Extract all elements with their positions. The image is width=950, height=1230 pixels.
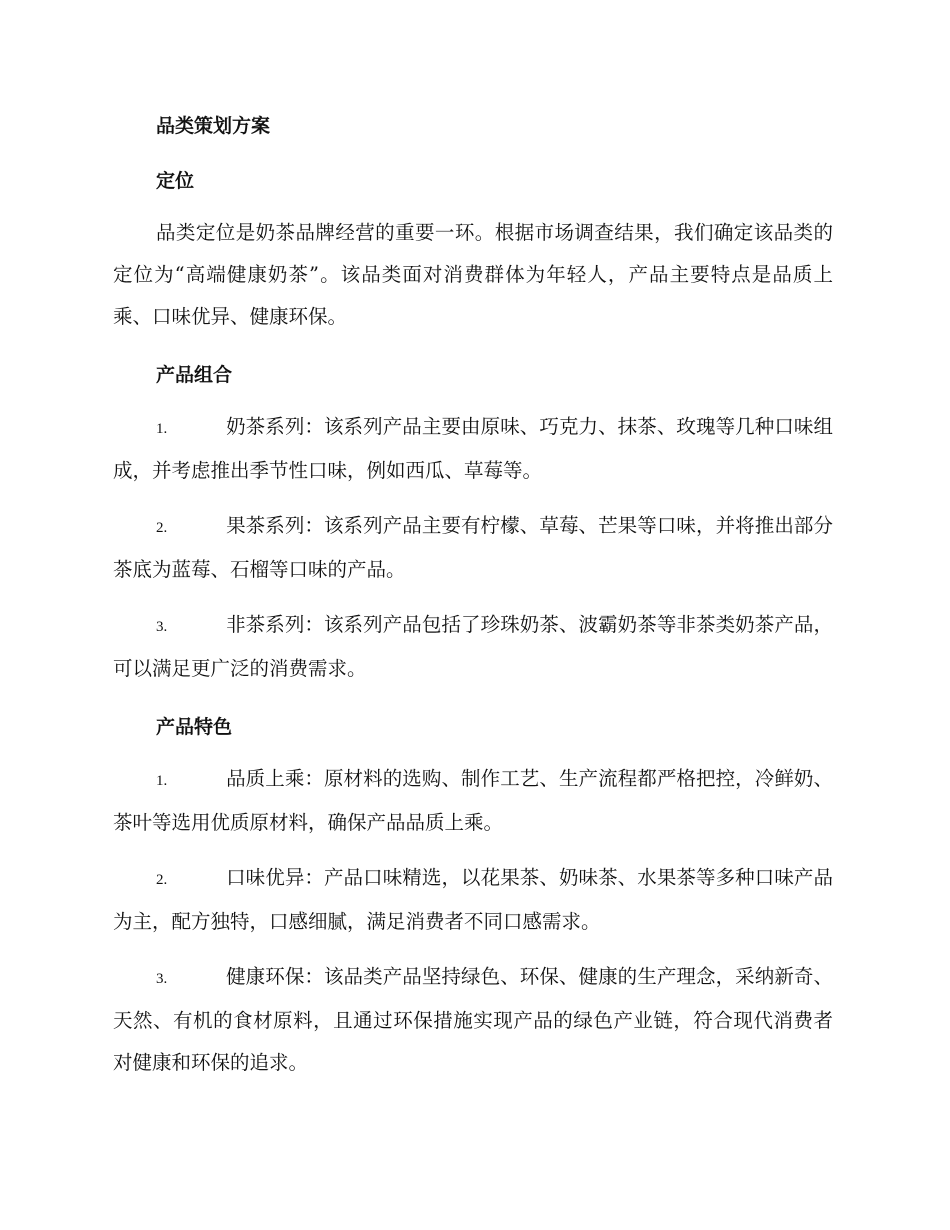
list-item	[113, 758, 833, 844]
list-item-number: 2.	[156, 872, 168, 888]
section-heading-product-mix: 产品组合	[156, 364, 233, 386]
list-item-text: 品质上乘：原材料的选购、制作工艺、生产流程都严格把控，冷鲜奶、茶叶等选用优质原材料，确保产品品质上乘。	[113, 767, 833, 834]
section-heading-positioning: 定位	[156, 170, 195, 192]
list-item-number: 1.	[156, 773, 168, 789]
document-title: 品类策划方案	[156, 115, 271, 137]
document-body	[113, 108, 833, 1084]
list-item	[113, 604, 833, 690]
list-item	[113, 956, 833, 1084]
list-item-text: 健康环保：该品类产品坚持绿色、环保、健康的生产理念，采纳新奇、天然、有机的食材原料，且通过环保措施实现产品的绿色产业链，符合现代消费者对健康和环保的追求。	[113, 965, 833, 1074]
positioning-paragraph: 品类定位是奶茶品牌经营的重要一环。根据市场调查结果，我们确定该品类的定位为“高端健康奶茶”。该品类面对消费群体为年轻人，产品主要特点是品质上乘、口味优异、健康环保。	[113, 221, 833, 328]
list-item	[113, 406, 833, 492]
list-item	[113, 857, 833, 943]
list-item-number: 3.	[156, 971, 168, 987]
list-item-text: 非茶系列：该系列产品包括了珍珠奶茶、波霸奶茶等非茶类奶茶产品，可以满足更广泛的消费需求。	[113, 613, 833, 680]
list-item	[113, 505, 833, 591]
list-item-text: 奶茶系列：该系列产品主要由原味、巧克力、抹茶、玫瑰等几种口味组成，并考虑推出季节性口味，例如西瓜、草莓等。	[113, 415, 833, 482]
section-heading-product-features: 产品特色	[156, 716, 233, 738]
list-item-number: 1.	[156, 421, 168, 437]
list-item-number: 3.	[156, 619, 168, 635]
list-item-text: 口味优异：产品口味精选，以花果茶、奶味茶、水果茶等多种口味产品为主，配方独特，口感细腻，满足消费者不同口感需求。	[113, 866, 833, 933]
list-item-number: 2.	[156, 520, 168, 536]
list-item-text: 果茶系列：该系列产品主要有柠檬、草莓、芒果等口味，并将推出部分茶底为蓝莓、石榴等口味的产品。	[113, 514, 833, 581]
